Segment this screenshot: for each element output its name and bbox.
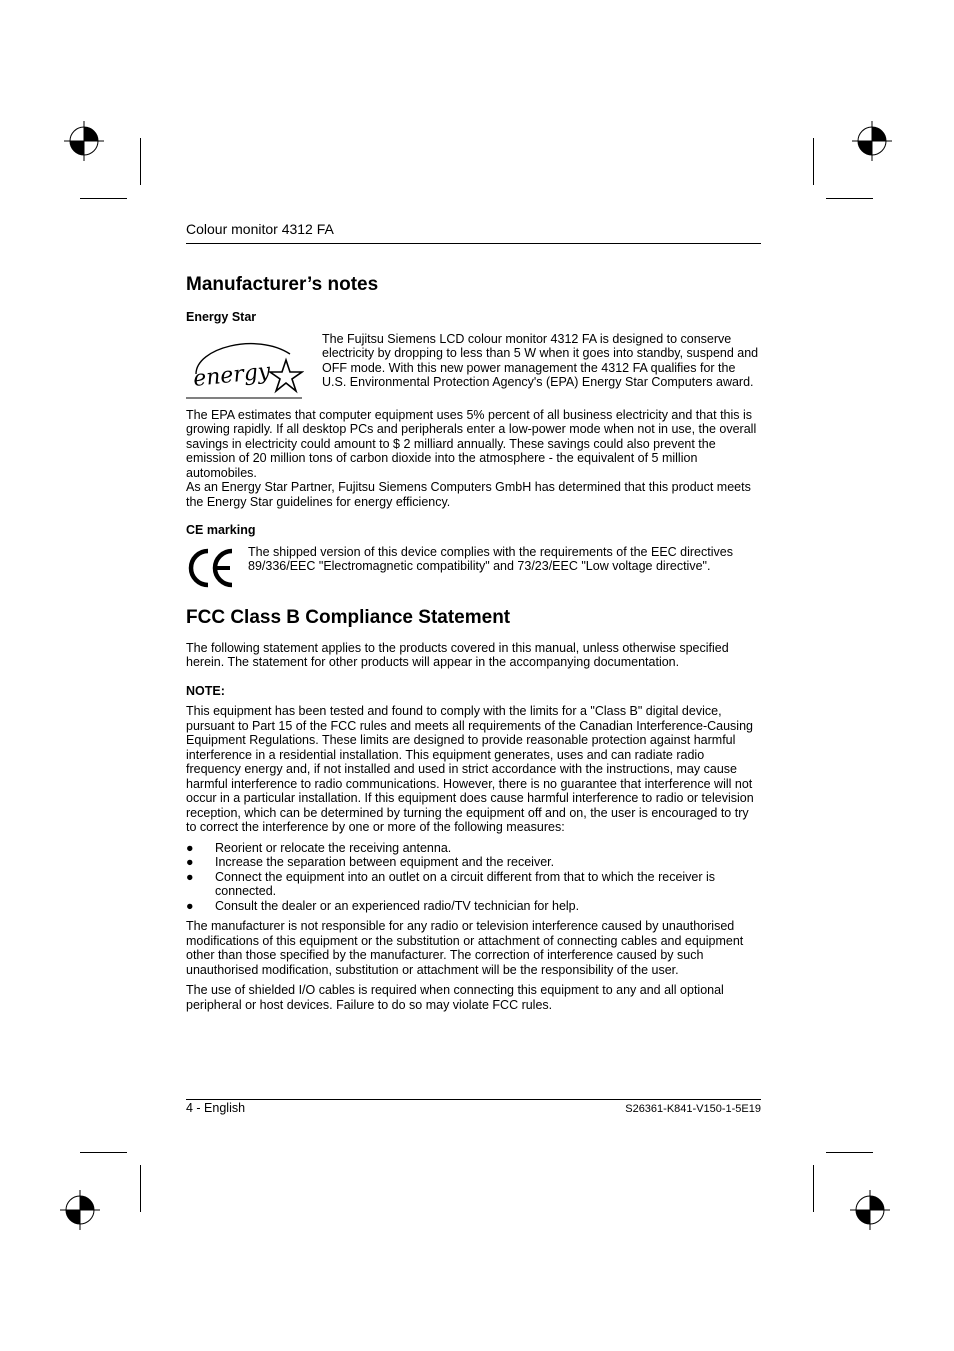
registration-target-icon bbox=[852, 121, 892, 161]
crop-mark bbox=[140, 138, 141, 185]
page-content bbox=[186, 272, 761, 1012]
fcc-intro: The following statement applies to the products covered in this manual, unless otherwise specified herein. The statement for other products will appear in the accompanying documentation. bbox=[186, 640, 729, 669]
energy-logo-text: energy bbox=[192, 358, 272, 392]
energy-star-partner-paragraph: As an Energy Star Partner, Fujitsu Siemens Computers GmbH has determined that this product meets the Energy Star guidelines for energy efficiency. bbox=[186, 480, 751, 509]
bullet-icon: ● bbox=[186, 869, 194, 884]
bullet-icon: ● bbox=[186, 855, 194, 869]
bullet-icon: ● bbox=[186, 840, 194, 855]
manufacturer-notes-heading: Manufacturer’s notes bbox=[186, 274, 379, 295]
registration-target-icon bbox=[850, 1190, 890, 1230]
list-item bbox=[186, 870, 761, 899]
crop-mark bbox=[826, 198, 873, 199]
note-text: This equipment has been tested and found to comply with the limits for a "Class B" digital device, pursuant to Part 15 of the FCC rules and meets all requirements of the Canadian Interference-Causing Equipment Regulations. These limits are designed to provide reasonable protection against harmful interference in a residential installation. This equipment generates, uses and can radiate radio frequency energy and, if not installed and used in strict accordance with the instructions, may cause harmful interference to radio communications. However, there is no guarantee that interference will not occur in a particular installation. If this equipment does cause harmful interference to radio or television reception, which can be determined by turning the equipment off and on, the user is encouraged to try to correct the interference by one or more of the following measures: bbox=[186, 704, 754, 834]
crop-mark bbox=[80, 198, 127, 199]
crop-mark bbox=[813, 1165, 814, 1212]
bullet-icon: ● bbox=[186, 898, 194, 913]
crop-mark bbox=[80, 1152, 127, 1153]
energy-star-heading: Energy Star bbox=[186, 310, 257, 324]
list-item bbox=[186, 855, 761, 870]
energy-star-paragraph: The EPA estimates that computer equipment uses 5% percent of all business electricity and that this is growing rapidly. If all desktop PCs and peripherals enter a low-power mode when not in use, the overall savings in electricity could amount to $ 2 milliard annually. These savings could also prevent the emission of 20 million tons of carbon dioxide into the atmosphere - the equivalent of 5 million automobiles. bbox=[186, 407, 757, 480]
ce-marking-text: The shipped version of this device complies with the requirements of the EEC directives 89/336/EEC "Electromagnetic compatibility" and 73/23/EEC "Low voltage directive". bbox=[248, 544, 733, 573]
shielded-cables-text: The use of shielded I/O cables is required when connecting this equipment to any and all optional peripheral or host devices. Failure to do so may violate FCC rules. bbox=[186, 983, 724, 1012]
registration-target-icon bbox=[60, 1190, 100, 1230]
fcc-heading: FCC Class B Compliance Statement bbox=[186, 606, 511, 628]
page-number: 4 - English bbox=[186, 1101, 246, 1115]
running-header: Colour monitor 4312 FA bbox=[186, 221, 334, 237]
crop-mark bbox=[140, 1165, 141, 1212]
measures-list bbox=[186, 841, 761, 914]
energy-star-logo-icon bbox=[186, 334, 304, 402]
footer-rule bbox=[186, 1099, 761, 1100]
crop-mark bbox=[826, 1152, 873, 1153]
ce-marking-heading: CE marking bbox=[186, 523, 256, 537]
list-item bbox=[186, 841, 761, 856]
energy-star-intro: The Fujitsu Siemens LCD colour monitor 4312 FA is designed to conserve electricity by dropping to less than 5 W when it goes into standby, suspend and OFF mode. With this new power management the 4312 FA qualifies for the U.S. Environmental Protection Agency's (EPA) Energy Star Computers award. bbox=[322, 331, 759, 389]
manufacturer-responsibility-text: The manufacturer is not responsible for any radio or television interference caused by unauthorised modifications of this equipment or the substitution or attachment of connecting cables and equipment other than those specified by the manufacturer. The correction of interference caused by such unauthorised modification, substitution or attachment will be the responsibility of the user. bbox=[186, 919, 744, 977]
list-item-text: Increase the separation between equipment and the receiver. bbox=[215, 855, 555, 869]
list-item bbox=[186, 899, 761, 914]
ce-mark-icon bbox=[186, 547, 236, 589]
ce-marking-block bbox=[186, 545, 761, 589]
registration-target-icon bbox=[64, 121, 104, 161]
list-item-text: Reorient or relocate the receiving antenna. bbox=[215, 840, 452, 855]
header-rule bbox=[186, 243, 761, 244]
crop-mark bbox=[813, 138, 814, 185]
document-code: S26361-K841-V150-1-5E19 bbox=[625, 1103, 761, 1115]
energy-star-block bbox=[186, 332, 761, 402]
list-item-text: Consult the dealer or an experienced radio/TV technician for help. bbox=[215, 898, 580, 913]
list-item-text: Connect the equipment into an outlet on a circuit different from that to which the receiver is connected. bbox=[215, 869, 716, 898]
note-label: NOTE: bbox=[186, 683, 225, 698]
